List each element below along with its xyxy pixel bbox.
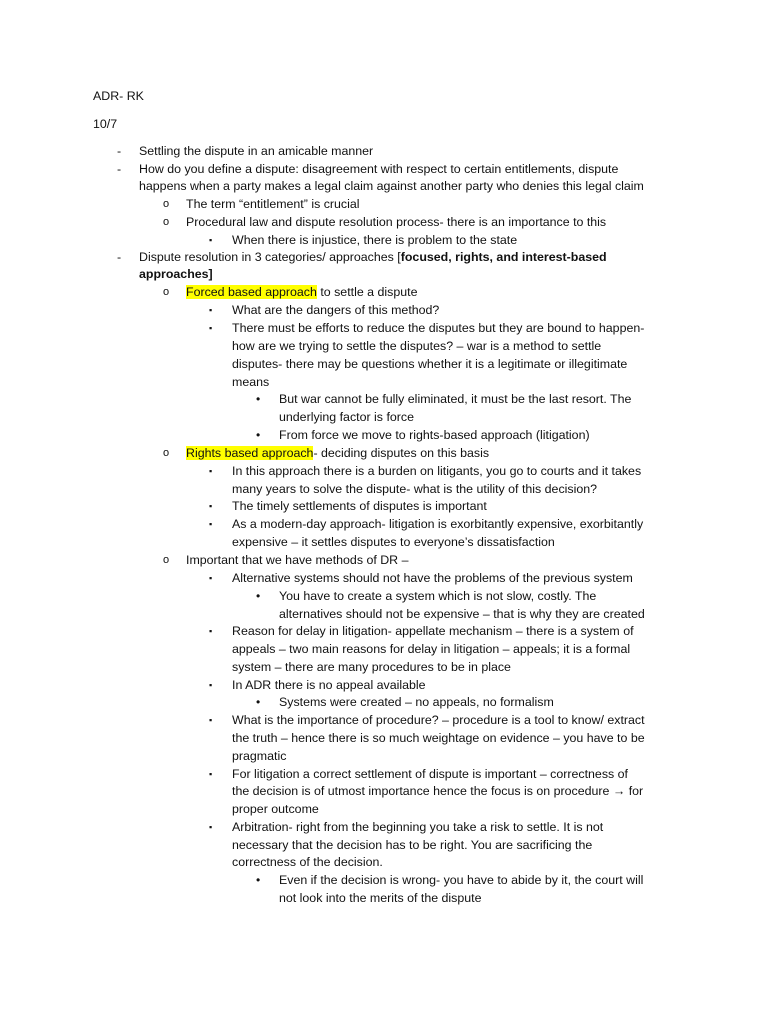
dash-bullet: - [117, 250, 122, 264]
square-bullet: ▪ [209, 519, 213, 529]
note-line [186, 445, 489, 462]
dot-bullet: • [256, 428, 261, 442]
highlighted-text: Rights based approach [186, 446, 314, 460]
note-line: how are we trying to settle the disputes? – war is a method to settle [232, 339, 602, 353]
note-line: The term “entitlement” is crucial [186, 197, 360, 211]
note-line: As a modern-day approach- litigation is exorbitantly expensive, exorbitantly [232, 517, 644, 531]
square-bullet: ▪ [209, 323, 213, 333]
square-bullet: ▪ [209, 466, 213, 476]
bold-text: approaches] [139, 267, 213, 281]
note-line: not look into the merits of the dispute [279, 891, 482, 905]
square-bullet: ▪ [209, 680, 213, 690]
note-line: From force we move to rights-based approach (litigation) [279, 428, 590, 442]
note-line: For litigation a correct settlement of dispute is important – correctness of [232, 767, 628, 781]
note-line: You have to create a system which is not slow, costly. The [279, 589, 597, 603]
note-text: Dispute resolution in 3 categories/ approaches [ [139, 250, 401, 264]
circle-bullet: o [163, 198, 170, 210]
note-text: to settle a dispute [316, 285, 418, 299]
note-line: correctness of the decision. [232, 855, 383, 869]
note-line [186, 284, 417, 301]
note-line: The timely settlements of disputes is important [232, 499, 487, 513]
note-line: In ADR there is no appeal available [232, 678, 426, 692]
square-bullet: ▪ [209, 769, 213, 779]
note-line: appeals – two main reasons for delay in litigation – appeals; it is a formal [232, 642, 631, 656]
square-bullet: ▪ [209, 715, 213, 725]
note-line: disputes- there may be questions whether it is a legitimate or illegitimate [232, 357, 628, 371]
note-line: means [232, 375, 270, 389]
square-bullet: ▪ [209, 501, 213, 511]
note-line: Arbitration- right from the beginning you take a risk to settle. It is not [232, 820, 604, 834]
square-bullet: ▪ [209, 235, 213, 245]
dot-bullet: • [256, 589, 261, 603]
square-bullet: ▪ [209, 305, 213, 315]
note-line: system – there are many procedures to be in place [232, 660, 511, 674]
note-line: alternatives should not be expensive – that is why they are created [279, 607, 645, 621]
note-line: the truth – hence there is so much weightage on evidence – you have to be [232, 731, 645, 745]
square-bullet: ▪ [209, 822, 213, 832]
dash-bullet: - [117, 162, 122, 176]
note-line: underlying factor is force [279, 410, 414, 424]
note-line: What is the importance of procedure? – procedure is a tool to know/ extract [232, 713, 645, 727]
circle-bullet: o [163, 447, 170, 459]
note-line [139, 249, 607, 266]
note-line: Systems were created – no appeals, no formalism [279, 695, 554, 709]
note-line: happens when a party makes a legal claim against another party who denies this legal claim [139, 179, 644, 193]
note-line: How do you define a dispute: disagreement with respect to certain entitlements, dispute [139, 162, 619, 176]
note-line: Procedural law and dispute resolution process- there is an importance to this [186, 215, 607, 229]
circle-bullet: o [163, 216, 170, 228]
highlighted-text: Forced based approach [186, 285, 317, 299]
note-line: In this approach there is a burden on litigants, you go to courts and it takes [232, 464, 642, 478]
note-line: Important that we have methods of DR – [186, 553, 409, 567]
note-line: What are the dangers of this method? [232, 303, 440, 317]
note-line: pragmatic [232, 749, 287, 763]
document-date: 10/7 [93, 117, 118, 131]
note-line: When there is injustice, there is problem to the state [232, 233, 518, 247]
note-line: the decision is of utmost importance hence the focus is on procedure → for [232, 784, 644, 798]
dot-bullet: • [256, 392, 261, 406]
dot-bullet: • [256, 695, 261, 709]
note-line: expensive – it settles disputes to everyone’s dissatisfaction [232, 535, 555, 549]
note-line: Reason for delay in litigation- appellate mechanism – there is a system of [232, 624, 634, 638]
document-title: ADR- RK [93, 89, 144, 103]
circle-bullet: o [163, 286, 170, 298]
note-line: There must be efforts to reduce the disputes but they are bound to happen- [232, 321, 645, 335]
square-bullet: ▪ [209, 626, 213, 636]
note-line: Settling the dispute in an amicable manner [139, 144, 374, 158]
note-line: Alternative systems should not have the problems of the previous system [232, 571, 633, 585]
dash-bullet: - [117, 144, 122, 158]
bold-text: focused, rights, and interest-based [400, 250, 607, 264]
note-line: many years to solve the dispute- what is the utility of this decision? [232, 482, 598, 496]
note-line: necessary that the decision has to be right. You are sacrificing the [232, 838, 593, 852]
dot-bullet: • [256, 873, 261, 887]
note-line: But war cannot be fully eliminated, it must be the last resort. The [279, 392, 632, 406]
note-line: proper outcome [232, 802, 319, 816]
note-line: Even if the decision is wrong- you have to abide by it, the court will [279, 873, 644, 887]
note-text: - deciding disputes on this basis [313, 446, 490, 460]
square-bullet: ▪ [209, 573, 213, 583]
circle-bullet: o [163, 554, 170, 566]
